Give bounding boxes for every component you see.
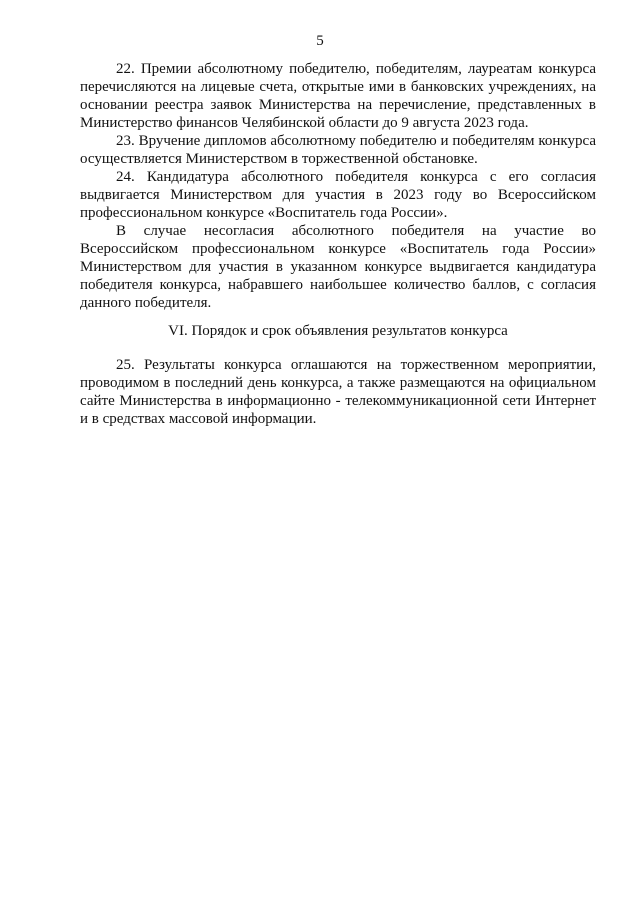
section-heading: VI. Порядок и срок объявления результатов конкурса (168, 323, 508, 339)
paragraph-25: 25. Результаты конкурса оглашаются на торжественном мероприятии, проводимом в последний день конкурса, а также размещаются на официальном сайте Министерства в информационно - телекоммуникационной сети Интернет и в средствах массовой информации. (80, 357, 596, 427)
page-number: 5 (316, 33, 324, 49)
paragraph-22: 22. Премии абсолютному победителю, победителям, лауреатам конкурса перечисляются на лицевые счета, открытые ими в банковских учреждениях, на основании реестра заявок Министерства на перечисление, представленных в Министерство финансов Челябинской области до 9 августа 2023 года. (80, 61, 596, 131)
section-paragraphs-block (80, 356, 596, 428)
paragraph-24: 24. Кандидатура абсолютного победителя конкурса с его согласия выдвигается Министерством для участия в 2023 году во Всероссийском профессиональном конкурсе «Воспитатель года России». (80, 169, 596, 221)
paragraphs-block (80, 60, 596, 312)
paragraph-24-continued: В случае несогласия абсолютного победителя на участие во Всероссийском профессиональном конкурсе «Воспитатель года России» Министерством для участия в указанном конкурсе выдвигается кандидатура победителя конкурса, набравшего наибольшее количество баллов, с согласия данного победителя. (80, 223, 596, 311)
paragraph-23: 23. Вручение дипломов абсолютному победителю и победителям конкурса осуществляется Министерством в торжественной обстановке. (80, 133, 596, 167)
